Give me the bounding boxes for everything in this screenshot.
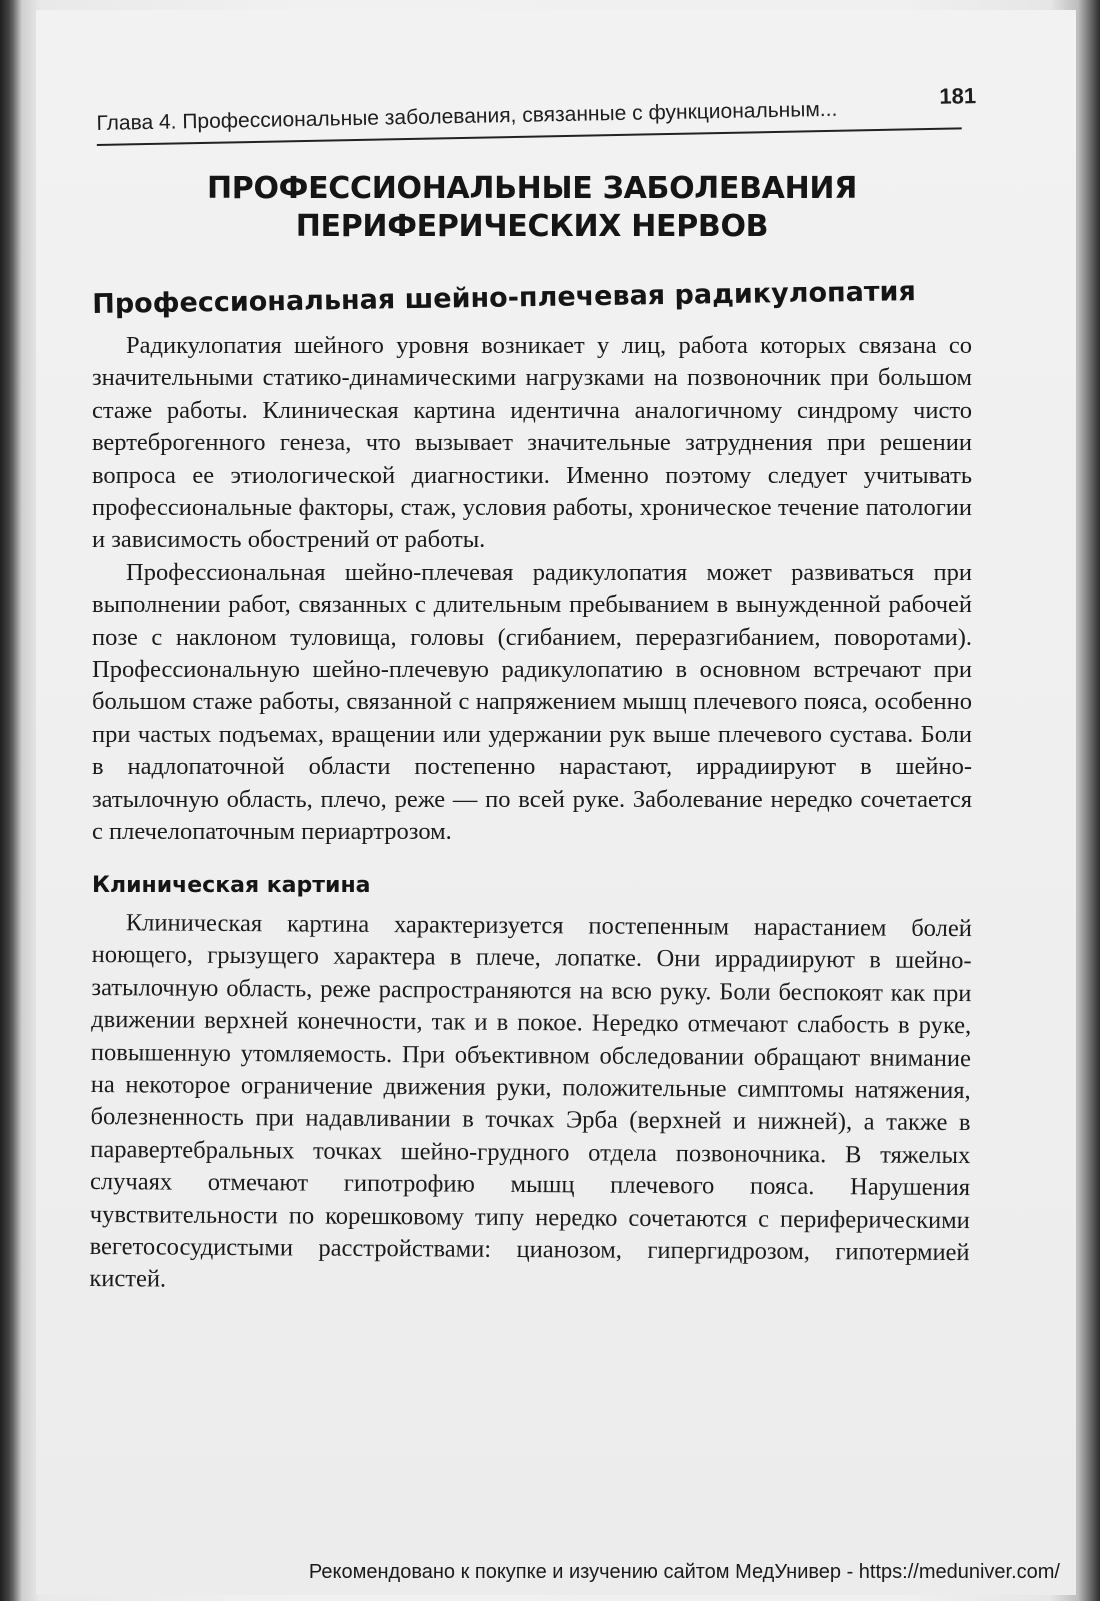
running-header-title: Глава 4. Профессиональные заболевания, связанные с функциональным...	[96, 97, 838, 135]
watermark-text: Рекомендовано к покупке и изучению сайтом МедУнивер - https://meduniver.com/	[308, 1561, 1060, 1583]
running-header	[96, 83, 997, 150]
paragraph-1: Радикулопатия шейного уровня возникает у лиц, работа которых связана со значительными статико-динамическими нагрузками на позвоночник при большом стаже работы. Клиническая картина идентична аналогичному синдрому чисто вертеброгенного генеза, что вызывает значительные затруднения при решении вопроса ее этиологической диагностики. Именно поэтому следует учитывать профессиональные факторы, стаж, условия работы, хроническое течение патологии и зависимость обострений от работы.	[92, 332, 972, 554]
section-title: Профессиональная шейно-плечевая радикулопатия	[92, 276, 917, 320]
subsection-title: Клиническая картина	[92, 872, 371, 898]
paragraph-2: Профессиональная шейно-плечевая радикулопатия может развиваться при выполнении работ, связанных с длительным пребыванием в вынужденной рабочей позе с наклоном туловища, головы (сгибанием, переразгибанием, поворотами). Профессиональную шейно-плечевую радикулопатию в основном встречают при большом стаже работы, связанной с напряжением мышц плечевого пояса, особенно при частых подъемах, вращении или удержании рук выше плечевого сустава. Боли в надлопаточной области постепенно нарастают, иррадиируют в шейно-затылочную область, плечо, реже — по всей руке. Заболевание нередко сочетается с плечелопаточным периартрозом.	[92, 558, 972, 846]
page-number: 181	[939, 83, 977, 109]
paragraph-3: Клиническая картина характеризуется постепенным нарастанием болей ноющего, грызущего характера в плече, лопатке. Они иррадиируют в шейно-затылочную область, реже распространяются на всю руку. Боли беспокоят как при движении верхней конечности, так и в покое. Нередко отмечают слабость в руке, повышенную утомляемость. При объективном обследовании обращают внимание на некоторое ограничение движения руки, положительные симптомы натяжения, болезненность при надавливании в точках Эрба (верхней и нижней), а также в паравертебральных точках шейно-грудного отдела позвоночника. В тяжелых случаях отмечают гипотрофию мышц плечевого пояса. Нарушения чувствительности по корешковому типу нередко сочетаются с периферическими вегетососудистыми расстройствами: цианозом, гипергидрозом, гипотермией кистей.	[89, 908, 972, 1293]
chapter-title	[92, 170, 972, 246]
book-spine-shadow	[0, 0, 10, 1601]
book-page	[36, 10, 1076, 1595]
chapter-title-line-1: ПРОФЕССИОНАЛЬНЫЕ ЗАБОЛЕВАНИЯ	[206, 171, 858, 206]
chapter-title-line-2: ПЕРИФЕРИЧЕСКИХ НЕРВОВ	[295, 209, 769, 244]
page-content	[89, 170, 972, 1295]
